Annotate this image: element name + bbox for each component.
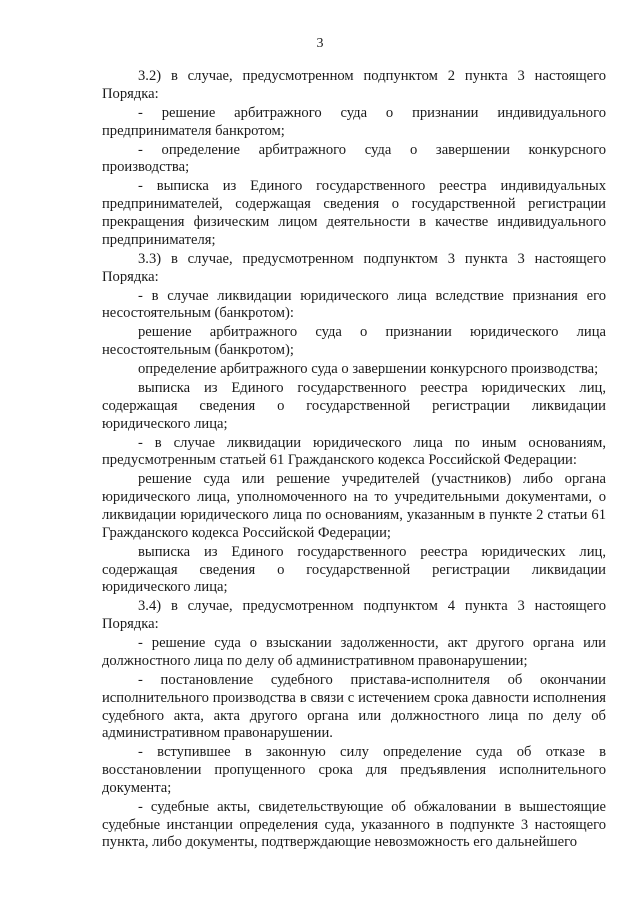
document-body — [102, 68, 606, 853]
paragraph: 3.3) в случае, предусмотренном подпунктом 3 пункта 3 настоящего Порядка: — [102, 250, 606, 285]
paragraph: - в случае ликвидации юридического лица по иным основаниям, предусмотренным статьей 61 Гражданского кодекса Российской Федерации: — [102, 434, 606, 469]
paragraph: решение арбитражного суда о признании юридического лица несостоятельным (банкротом); — [102, 324, 606, 359]
paragraph: - решение суда о взыскании задолженности, акт другого органа или должностного лица по делу об административном правонарушении; — [102, 635, 606, 669]
paragraph: - решение арбитражного суда о признании индивидуального предпринимателя банкротом; — [102, 104, 606, 139]
paragraph: - выписка из Единого государственного реестра индивидуальных предпринимателей, содержащая сведения о государственной регистрации прекращения физическим лицом деятельности в качестве индивидуального предпринимателя; — [102, 178, 606, 248]
paragraph: - судебные акты, свидетельствующие об обжаловании в вышестоящие судебные инстанции определения суда, указанного в подпункте 3 настоящего пункта, либо документы, подтверждающие невозможность его дальнейшего — [102, 798, 606, 851]
paragraph: - определение арбитражного суда о завершении конкурсного производства; — [102, 141, 606, 176]
paragraph: - постановление судебного пристава-исполнителя об окончании исполнительного производства в связи с истечением срока давности исполнения судебного акта, акта другого органа или должностного лица по делу об административном правонарушении. — [102, 671, 606, 742]
paragraph: 3.2) в случае, предусмотренном подпунктом 2 пункта 3 настоящего Порядка: — [102, 68, 606, 102]
paragraph: выписка из Единого государственного реестра юридических лиц, содержащая сведения о государственной регистрации ликвидации юридического лица; — [102, 543, 606, 596]
paragraph: - в случае ликвидации юридического лица вследствие признания его несостоятельным (банкротом): — [102, 287, 606, 322]
paragraph: определение арбитражного суда о завершении конкурсного производства; — [138, 361, 599, 378]
paragraph: решение суда или решение учредителей (участников) либо органа юридического лица, уполномоченного на то учредительными документами, о ликвидации юридического лица по основаниям, указанным в пункте 2 статьи 61 Гражданского кодекса Российской Федерации; — [102, 471, 606, 541]
page-number: 3 — [316, 36, 324, 51]
paragraph: - вступившее в законную силу определение суда об отказе в восстановлении пропущенного срока для предъявления исполнительного документа; — [102, 744, 606, 796]
paragraph: выписка из Единого государственного реестра юридических лиц, содержащая сведения о государственной регистрации ликвидации юридического лица; — [102, 380, 606, 432]
paragraph: 3.4) в случае, предусмотренном подпунктом 4 пункта 3 настоящего Порядка: — [102, 598, 606, 633]
